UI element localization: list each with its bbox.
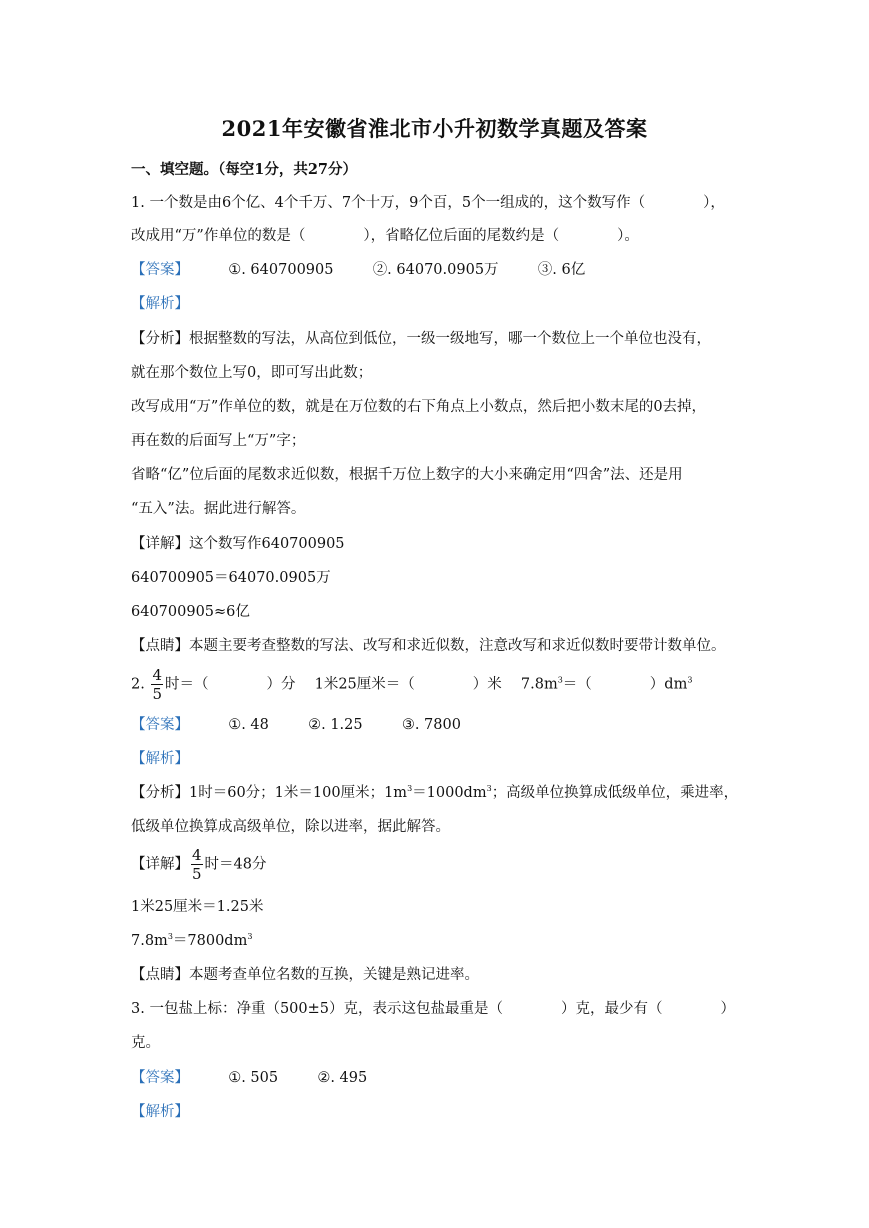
- xiangjie-label: 【详解】: [131, 856, 189, 873]
- answer-item: ③. 7800: [401, 717, 461, 733]
- q1-xiangjie-line3: 640700905≈6亿: [131, 604, 250, 620]
- q3-answer-row: [131, 1068, 367, 1088]
- answer-label: 【答案】: [131, 262, 189, 278]
- fraction-denominator: 5: [192, 865, 202, 883]
- answer-item: ②. 64070.0905万: [372, 262, 499, 278]
- fraction: [151, 666, 163, 703]
- q2-xiangjie-line3: [131, 931, 252, 951]
- answer-item: ②. 495: [317, 1070, 368, 1086]
- dianjing-label: 【点睛】: [131, 638, 189, 654]
- xiangjie-text: 时＝48分: [204, 856, 267, 873]
- section-heading: 一、填空题。（每空1分，共27分）: [131, 161, 358, 178]
- fraction-denominator: 5: [152, 685, 162, 703]
- q1-answer-row: [131, 260, 585, 280]
- answer-label: 【答案】: [131, 717, 189, 733]
- answer-label: 【答案】: [131, 1070, 189, 1086]
- fenxi-label: 【分析】: [131, 331, 189, 347]
- q2-line: [131, 666, 692, 703]
- q1-fenxi-line6: “五入”法。据此进行解答。: [131, 501, 306, 517]
- answer-item: ②. 1.25: [308, 717, 363, 733]
- fraction-numerator: 4: [192, 846, 202, 864]
- q2-text-part2: ＝（ ）dm: [562, 676, 688, 693]
- q3-line1: 3. 一包盐上标：净重（500±5）克，表示这包盐最重是（ ）克，最少有（ ）: [131, 1001, 735, 1017]
- superscript: 3: [167, 932, 173, 942]
- q1-fenxi-line3: 改写成用“万”作单位的数，就是在万位数的右下角点上小数点，然后把小数末尾的0去掉，: [131, 399, 707, 415]
- fenxi-text: 根据整数的写法，从高位到低位，一级一级地写，哪一个数位上一个单位也没有，: [189, 331, 711, 347]
- fraction-numerator: 4: [152, 666, 162, 684]
- q1-dianjing: [131, 636, 726, 656]
- analysis-label: 【解析】: [131, 1104, 189, 1120]
- xiangjie-label: 【详解】: [131, 536, 189, 552]
- q1-fenxi-line2: 就在那个数位上写0，即可写出此数；: [131, 365, 373, 381]
- q2-dianjing: [131, 965, 479, 985]
- q2-answer-row: [131, 715, 461, 735]
- q2-xiangjie-line1: [131, 846, 267, 883]
- fraction: [191, 846, 203, 883]
- xiangjie-text: ＝7800dm: [172, 933, 248, 949]
- q2-fenxi-line1: [131, 783, 738, 803]
- q3-line2: 克。: [131, 1035, 160, 1051]
- q2-fenxi-line2: 低级单位换算成高级单位，除以进率，据此解答。: [131, 819, 450, 835]
- superscript: 3: [687, 675, 693, 685]
- q1-fenxi-line4: 再在数的后面写上“万”字；: [131, 433, 306, 449]
- q2-xiangjie-line2: 1米25厘米＝1.25米: [131, 899, 264, 915]
- answer-item: ①. 505: [228, 1070, 279, 1086]
- fenxi-text: 1时＝60分；1米＝100厘米；1m: [189, 785, 408, 801]
- q1-xiangjie-line1: [131, 534, 345, 554]
- q1-fenxi-line5: 省略“亿”位后面的尾数求近似数，根据千万位上数字的大小来确定用“四舍”法、还是用: [131, 467, 683, 483]
- analysis-label: 【解析】: [131, 296, 189, 312]
- superscript: 3: [486, 784, 492, 794]
- analysis-label: 【解析】: [131, 751, 189, 767]
- q1-xiangjie-line2: 640700905＝64070.0905万: [131, 570, 331, 586]
- superscript: 3: [247, 932, 253, 942]
- fenxi-text: ；高级单位换算成低级单位，乘进率，: [491, 785, 739, 801]
- dianjing-label: 【点睛】: [131, 967, 189, 983]
- answer-item: ①. 48: [228, 717, 269, 733]
- answer-item: ①. 640700905: [228, 262, 334, 278]
- dianjing-text: 本题主要考查整数的写法、改写和求近似数，注意改写和求近似数时要带计数单位。: [189, 638, 726, 654]
- superscript: 3: [407, 784, 413, 794]
- superscript: 3: [557, 675, 563, 685]
- xiangjie-text: 7.8m: [131, 933, 168, 949]
- q1-line1: 1. 一个数是由6个亿、4个千万、7个十万，9个百，5个一组成的，这个数写作（ ），: [131, 195, 725, 211]
- question-number: 2.: [131, 676, 145, 693]
- fenxi-label: 【分析】: [131, 785, 189, 801]
- dianjing-text: 本题考查单位名数的互换，关键是熟记进率。: [189, 967, 479, 983]
- page-title: 2021年安徽省淮北市小升初数学真题及答案: [221, 116, 648, 141]
- q2-text-part1: 时＝（ ）分 1米25厘米＝（ ）米 7.8m: [165, 676, 558, 693]
- fenxi-text: ＝1000dm: [412, 785, 487, 801]
- xiangjie-text: 这个数写作640700905: [189, 536, 345, 552]
- q1-fenxi-line1: [131, 329, 711, 349]
- answer-item: ③. 6亿: [537, 262, 586, 278]
- q1-line2: 改成用“万”作单位的数是（ ），省略亿位后面的尾数约是（ ）。: [131, 228, 639, 244]
